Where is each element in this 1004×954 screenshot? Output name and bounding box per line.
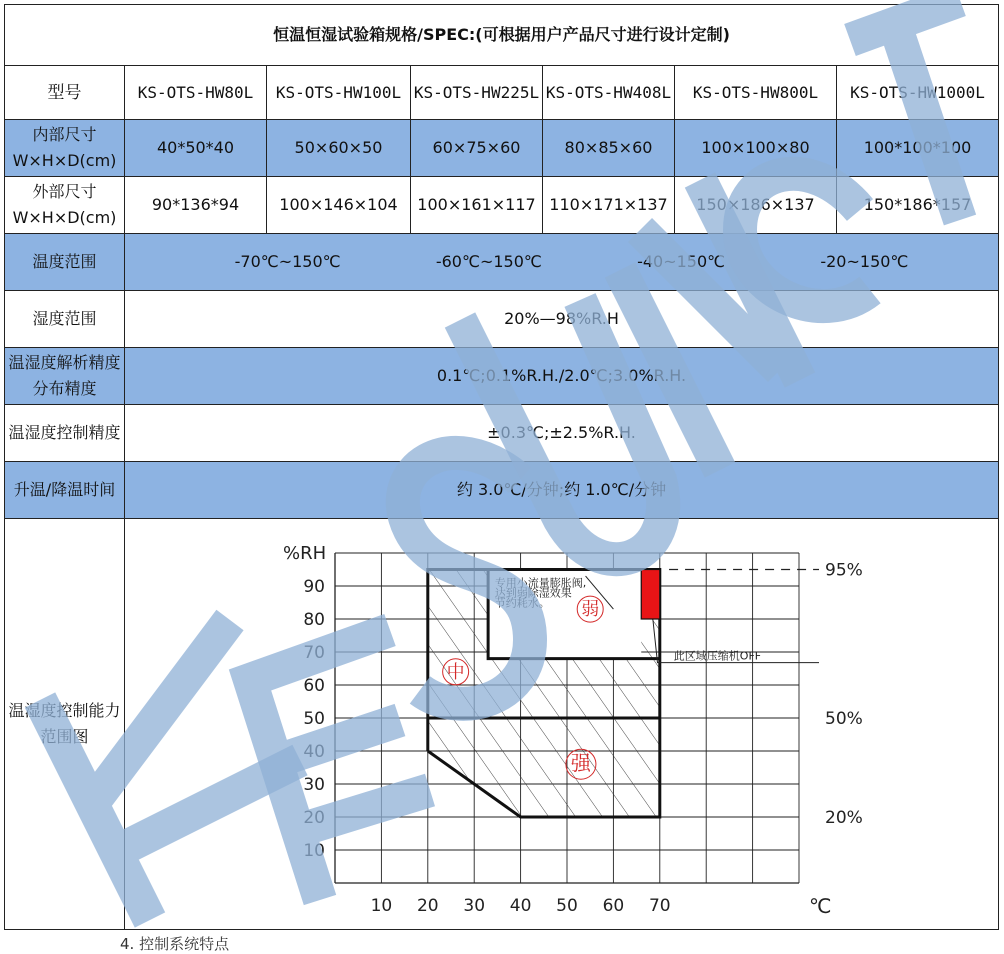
note-line: 达到弱除湿效果: [494, 586, 572, 600]
right-labels: [825, 561, 863, 829]
chart-row: [5, 519, 999, 930]
y-tick-label: 20: [303, 808, 325, 828]
outer-size-cell: 150*186*157: [837, 177, 999, 234]
y-tick-label: 90: [303, 577, 325, 597]
chart-label: 温湿度控制能力范围图: [5, 519, 125, 930]
rate-label: 升温/降温时间: [5, 462, 125, 519]
note-line: 节约耗水。: [494, 596, 550, 610]
x-unit-label: ℃: [809, 894, 832, 918]
right-label: 95%: [825, 560, 863, 581]
note-line: 专用小流量膨胀阀,: [494, 576, 587, 590]
resolution-value: 0.1℃;0.1%R.H./2.0℃;3.0%R.H.: [125, 348, 999, 405]
y-tick-label: 70: [303, 643, 325, 663]
chart-zones: [428, 570, 819, 818]
outer-size-cell: 100×146×104: [267, 177, 411, 234]
footer-note: 4. 控制系统特点: [120, 935, 230, 953]
outer-size-cell: 150×186×137: [675, 177, 837, 234]
control-accuracy-label: 温湿度控制精度: [5, 405, 125, 462]
compressor-note: 此区域压缩机OFF: [673, 649, 762, 663]
model-cell: KS-OTS-HW80L: [125, 66, 267, 120]
outer-size-cell: 90*136*94: [125, 177, 267, 234]
compressor-off-block: [641, 570, 660, 620]
humidity-label: 湿度范围: [5, 291, 125, 348]
temperature-range: -40~150℃: [637, 252, 726, 271]
y-tick-label: 60: [303, 676, 325, 696]
inner-size-cell: 100×100×80: [675, 120, 837, 177]
model-cell: KS-OTS-HW1000L: [837, 66, 999, 120]
y-tick-label: 30: [303, 775, 325, 795]
inner-size-cell: 60×75×60: [411, 120, 543, 177]
y-tick-label: 50: [303, 709, 325, 729]
inner-size-cell: 40*50*40: [125, 120, 267, 177]
temperature-range: -60℃~150℃: [435, 252, 542, 271]
model-cell: KS-OTS-HW225L: [411, 66, 543, 120]
zone-mid-label: 中: [446, 661, 465, 683]
x-tick-label: 20: [416, 896, 439, 916]
humidity-value: 20%—98%R.H: [125, 291, 999, 348]
inner-size-label-line2: W×H×D(cm): [12, 151, 117, 170]
temperature-label: 温度范围: [5, 234, 125, 291]
temperature-range: -20~150℃: [820, 252, 909, 271]
model-cell: KS-OTS-HW800L: [675, 66, 837, 120]
temperature-row: [5, 234, 999, 291]
humidity-row: [5, 291, 999, 348]
inner-size-label: [5, 120, 125, 177]
outer-size-label-line1: 外部尺寸: [32, 182, 97, 201]
outer-size-cell: 100×161×117: [411, 177, 543, 234]
rate-value: 约 3.0℃/分钟;约 1.0℃/分钟: [125, 462, 999, 519]
resolution-label: 温湿度解析精度分布精度: [5, 348, 125, 405]
outer-size-row: [5, 177, 999, 234]
resolution-row: [5, 348, 999, 405]
y-unit-label: %RH: [283, 543, 327, 564]
x-tick-label: 60: [602, 896, 625, 916]
outer-size-label-line2: W×H×D(cm): [12, 208, 117, 227]
inner-size-row: [5, 120, 999, 177]
x-tick-label: 10: [370, 896, 393, 916]
page-title: 恒温恒湿试验箱规格/SPEC:(可根据用户产品尺寸进行设计定制): [5, 5, 999, 66]
right-label: 20%: [825, 808, 863, 828]
model-label: 型号: [5, 66, 125, 120]
model-row: [5, 66, 999, 120]
inner-size-cell: 80×85×60: [543, 120, 675, 177]
right-label: 50%: [825, 709, 863, 729]
y-tick-label: 80: [303, 610, 325, 630]
inner-size-cell: 50×60×50: [267, 120, 411, 177]
inner-size-cell: 100*100*100: [837, 120, 999, 177]
outer-size-cell: 110×171×137: [543, 177, 675, 234]
temperature-values: [125, 234, 999, 291]
inner-size-label-line1: 内部尺寸: [32, 125, 97, 144]
spec-table: [4, 4, 999, 930]
x-tick-label: 30: [463, 896, 486, 916]
chart-cell: [125, 519, 999, 930]
model-cell: KS-OTS-HW408L: [543, 66, 675, 120]
outer-size-label: [5, 177, 125, 234]
rate-row: [5, 462, 999, 519]
model-cell: KS-OTS-HW100L: [267, 66, 411, 120]
y-tick-label: 10: [303, 841, 325, 861]
temperature-range: -70℃~150℃: [234, 252, 341, 271]
x-tick-label: 70: [648, 896, 671, 916]
zone-weak-label: 弱: [581, 599, 600, 621]
control-accuracy-row: [5, 405, 999, 462]
x-tick-label: 50: [556, 896, 578, 916]
capability-chart: [125, 519, 997, 929]
y-tick-label: 40: [303, 742, 325, 762]
zone-strong-label: 强: [570, 751, 591, 776]
control-accuracy-value: ±0.3℃;±2.5%R.H.: [125, 405, 999, 462]
x-tick-label: 40: [509, 896, 532, 916]
